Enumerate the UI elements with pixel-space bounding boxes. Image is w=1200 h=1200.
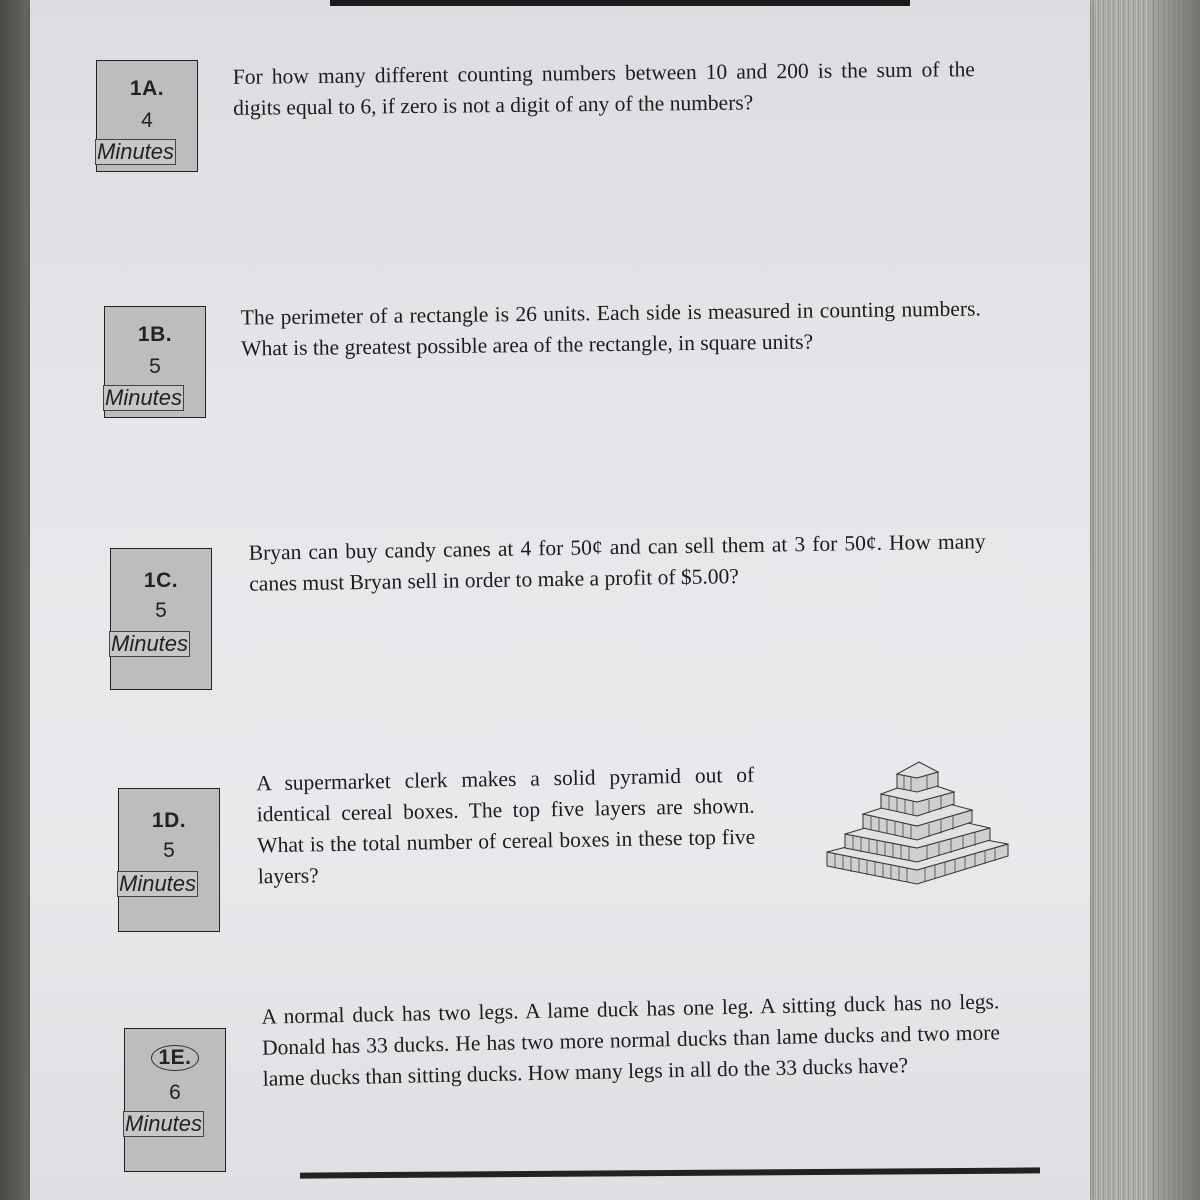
problem-number xyxy=(125,1045,225,1071)
time-unit: Minutes xyxy=(111,631,189,656)
problem-number: 1B. xyxy=(137,323,173,346)
time-unit: Minutes xyxy=(125,1111,203,1136)
problem-label-box xyxy=(96,60,198,172)
problem-number: 1A. xyxy=(129,77,165,100)
time-unit: Minutes xyxy=(97,139,175,164)
circled-problem-number: 1E. xyxy=(151,1045,198,1071)
question-text: A supermarket clerk makes a solid pyramid out of identical cereal boxes. The top five layers are shown. What is the total number of cereal boxes in these top five layers? xyxy=(256,762,756,889)
problem-label-box xyxy=(124,1028,226,1172)
bottom-rule xyxy=(300,1167,1040,1178)
time-limit: 4 xyxy=(141,109,153,132)
question-text: A normal duck has two legs. A lame duck has one leg. A sitting duck has no legs. Donald has 33 ducks. He has two more normal ducks than lame ducks and two more lame ducks than sitting ducks. How many legs in all do the 33 ducks have? xyxy=(261,989,1001,1091)
cereal-box-pyramid-illustration xyxy=(825,748,1010,890)
time-unit: Minutes xyxy=(119,871,197,896)
time-limit: 5 xyxy=(163,839,175,862)
problem-number: 1D. xyxy=(151,809,187,832)
book-page-edges xyxy=(1090,0,1200,1200)
problem-label-box xyxy=(118,788,220,932)
problem-number: 1C. xyxy=(143,569,179,592)
top-rule xyxy=(330,0,910,6)
time-limit: 5 xyxy=(155,599,167,622)
time-unit: Minutes xyxy=(105,385,183,410)
question-text: For how many different counting numbers between 10 and 200 is the sum of the digits equal to 6, if zero is not a digit of any of the numbers? xyxy=(232,57,975,120)
time-limit: 6 xyxy=(169,1081,181,1104)
problem-label-box xyxy=(104,306,206,418)
worksheet-page xyxy=(30,0,1090,1200)
time-limit: 5 xyxy=(149,355,161,378)
question-text: The perimeter of a rectangle is 26 units. Each side is measured in counting numbers. What is the greatest possible area of the rectangle, in square units? xyxy=(240,296,981,361)
problem-label-box xyxy=(110,548,212,690)
desk-background xyxy=(0,0,34,1200)
question-text: Bryan can buy candy canes at 4 for 50¢ and can sell them at 3 for 50¢. How many canes must Bryan sell in order to make a profit of $5.00? xyxy=(248,529,986,596)
